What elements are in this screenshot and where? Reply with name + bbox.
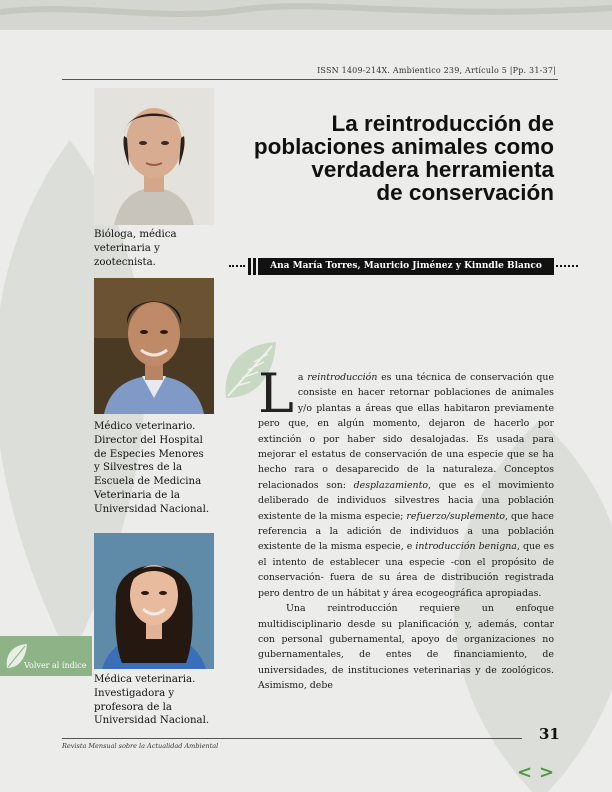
- footer-divider: [62, 738, 522, 739]
- author-bio-2: Médico veterinario. Director del Hospital de Especies Menores y Silvestres de la Escuela de Medicina Veterinaria de la Universidad Nacional.: [94, 421, 210, 515]
- next-page-button[interactable]: >: [539, 762, 555, 783]
- top-decorative-strip: [0, 0, 612, 30]
- drop-cap: L: [258, 362, 294, 425]
- authors-banner: Ana María Torres, Mauricio Jiménez y Kinndle Blanco: [258, 258, 554, 275]
- author-bio-3: Médica veterinaria. Investigadora y profesora de la Universidad Nacional.: [94, 674, 210, 727]
- journal-subtitle: Revista Mensual sobre la Actualidad Ambiental: [62, 742, 219, 750]
- issn-header: ISSN 1409-214X. Ambientico 239, Artículo 5 |Pp. 31-37|: [317, 66, 556, 75]
- authors-bar-mark-left-2: [253, 258, 256, 275]
- author-photo-1: [94, 88, 214, 225]
- article-title: La reintroducción de poblaciones animales como verdadera herramienta de conservación: [253, 111, 554, 205]
- article-body: [258, 362, 554, 694]
- prev-page-button[interactable]: <: [517, 762, 533, 783]
- back-to-index-button[interactable]: [0, 636, 92, 676]
- back-to-index-label: Volver al índice: [24, 661, 87, 670]
- author-photo-2: [94, 278, 214, 414]
- author-bio-1: Bióloga, médica veterinaria y zootecnista.: [94, 229, 177, 268]
- paragraph-2: Una reintroducción requiere un enfoque multidisciplinario desde su planificación y, además, contar con personal gubernamental, apoyo de organizaciones no gubernamentales, de entes de financiamiento, de universidades, de instituciones veterinarias y de zoológicos. Asimismo, debe: [258, 603, 554, 692]
- authors-bar-mark-left: [248, 258, 251, 275]
- authors-dots-right: [556, 265, 578, 269]
- author-photo-3: [94, 533, 214, 669]
- page-number: 31: [539, 725, 560, 743]
- paragraph-1: La reintroducción es una técnica de conservación que consiste en hacer retornar poblaciones de animales y/o plantas a áreas que ellas habitaron previamente pero que, en algún momento, dejaron de hacerlo por extinción o por haber sido desalojadas. Es usada para mejorar el estatus de conservación de una especie que se ha hecho rara o desaparecido de la naturaleza. Conceptos relacionados son: desplazamiento, que es el movimiento deliberado de individuos silvestres hacia una población existente de la misma especie; refuerzo/suplemento, que hace referencia a la adición de individuos a una población existente de la misma especie, e introducción benigna, que es el intento de establecer una especie -con el propósito de conservación- fuera de su área de distribución registrada pero dentro de un hábitat y área ecogeográfica apropiadas.: [258, 362, 554, 599]
- header-divider: [62, 79, 558, 80]
- authors-dots-left: [229, 265, 245, 269]
